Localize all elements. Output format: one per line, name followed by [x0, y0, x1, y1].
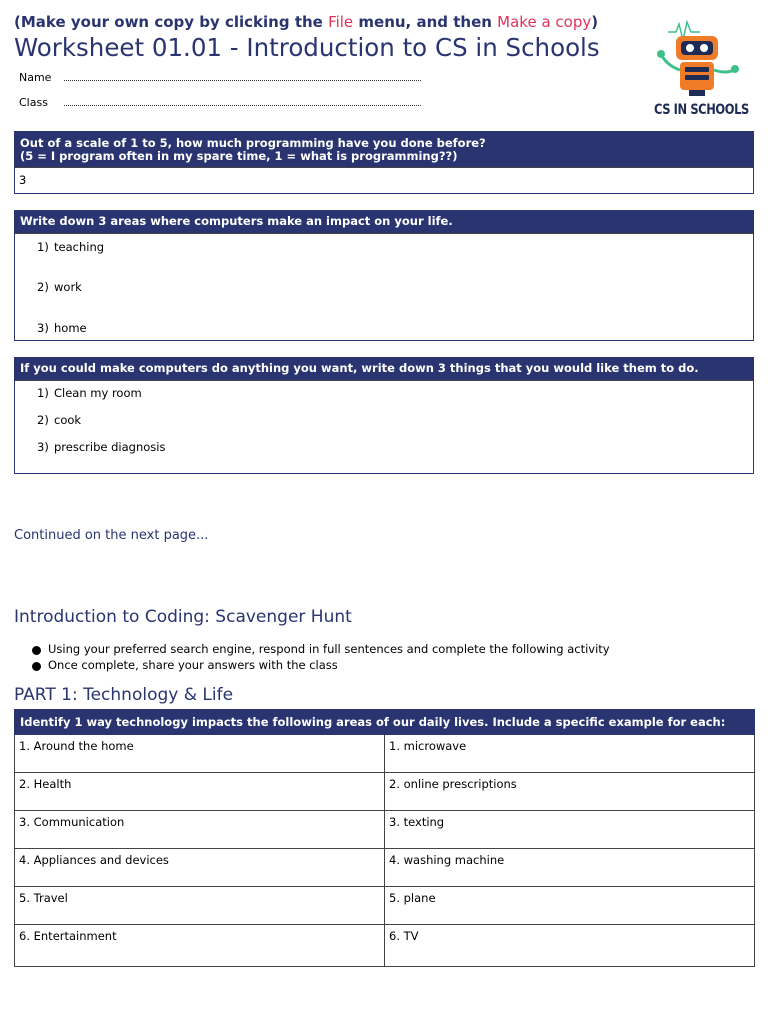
table-row: [15, 735, 755, 773]
name-label: Name: [19, 71, 52, 84]
file-menu-link[interactable]: File: [328, 13, 354, 31]
question-heading: If you could make computers do anything you want, write down 3 things that you would like them to do.: [15, 358, 753, 380]
example-cell[interactable]: 3. texting: [385, 811, 755, 849]
page-title: Worksheet 01.01 - Introduction to CS in Schools: [14, 33, 600, 62]
technology-impact-table: [14, 709, 755, 967]
list-item[interactable]: 2) work: [37, 280, 82, 294]
robot-logo-icon: [654, 14, 740, 100]
question-computer-wishes: [14, 357, 754, 474]
example-cell[interactable]: 1. microwave: [385, 735, 755, 773]
section-heading-scavenger-hunt: Introduction to Coding: Scavenger Hunt: [14, 607, 352, 627]
make-a-copy-link[interactable]: Make a copy: [497, 13, 592, 31]
list-item[interactable]: 1) teaching: [37, 240, 105, 254]
class-field[interactable]: [64, 105, 421, 106]
area-cell: 5. Travel: [15, 887, 385, 925]
table-header: Identify 1 way technology impacts the following areas of our daily lives. Include a specific example for each:: [15, 710, 755, 735]
table-row: [15, 811, 755, 849]
example-cell[interactable]: 2. online prescriptions: [385, 773, 755, 811]
class-label: Class: [19, 96, 48, 109]
logo-wordmark: CS IN SCHOOLS: [654, 102, 749, 118]
copy-instruction: (Make your own copy by clicking the File menu, and then Make a copy): [14, 13, 599, 31]
example-cell[interactable]: 5. plane: [385, 887, 755, 925]
bullet-icon: [32, 646, 41, 655]
area-cell: 4. Appliances and devices: [15, 849, 385, 887]
example-cell[interactable]: 4. washing machine: [385, 849, 755, 887]
area-cell: 1. Around the home: [15, 735, 385, 773]
question-heading: Write down 3 areas where computers make an impact on your life.: [15, 211, 753, 233]
question-heading: Out of a scale of 1 to 5, how much programming have you done before? (5 = I program often in my spare time, 1 = what is programming??): [15, 132, 753, 167]
table-row: [15, 887, 755, 925]
list-item[interactable]: 1) Clean my room: [37, 386, 142, 400]
area-cell: 2. Health: [15, 773, 385, 811]
question-computer-impact: [14, 210, 754, 341]
table-row: [15, 925, 755, 967]
answer-field[interactable]: 3: [19, 173, 27, 187]
table-row: [15, 849, 755, 887]
question-programming-scale: [14, 131, 754, 194]
example-cell[interactable]: 6. TV: [385, 925, 755, 967]
bullet-icon: [32, 662, 41, 671]
area-cell: 6. Entertainment: [15, 925, 385, 967]
list-item[interactable]: 2) cook: [37, 413, 82, 427]
list-item[interactable]: 3) home: [37, 321, 87, 335]
name-field[interactable]: [64, 80, 421, 81]
continued-note: Continued on the next page...: [14, 528, 209, 543]
area-cell: 3. Communication: [15, 811, 385, 849]
table-row: [15, 773, 755, 811]
list-item[interactable]: 3) prescribe diagnosis: [37, 440, 166, 454]
section-heading-part1: PART 1: Technology & Life: [14, 685, 234, 705]
